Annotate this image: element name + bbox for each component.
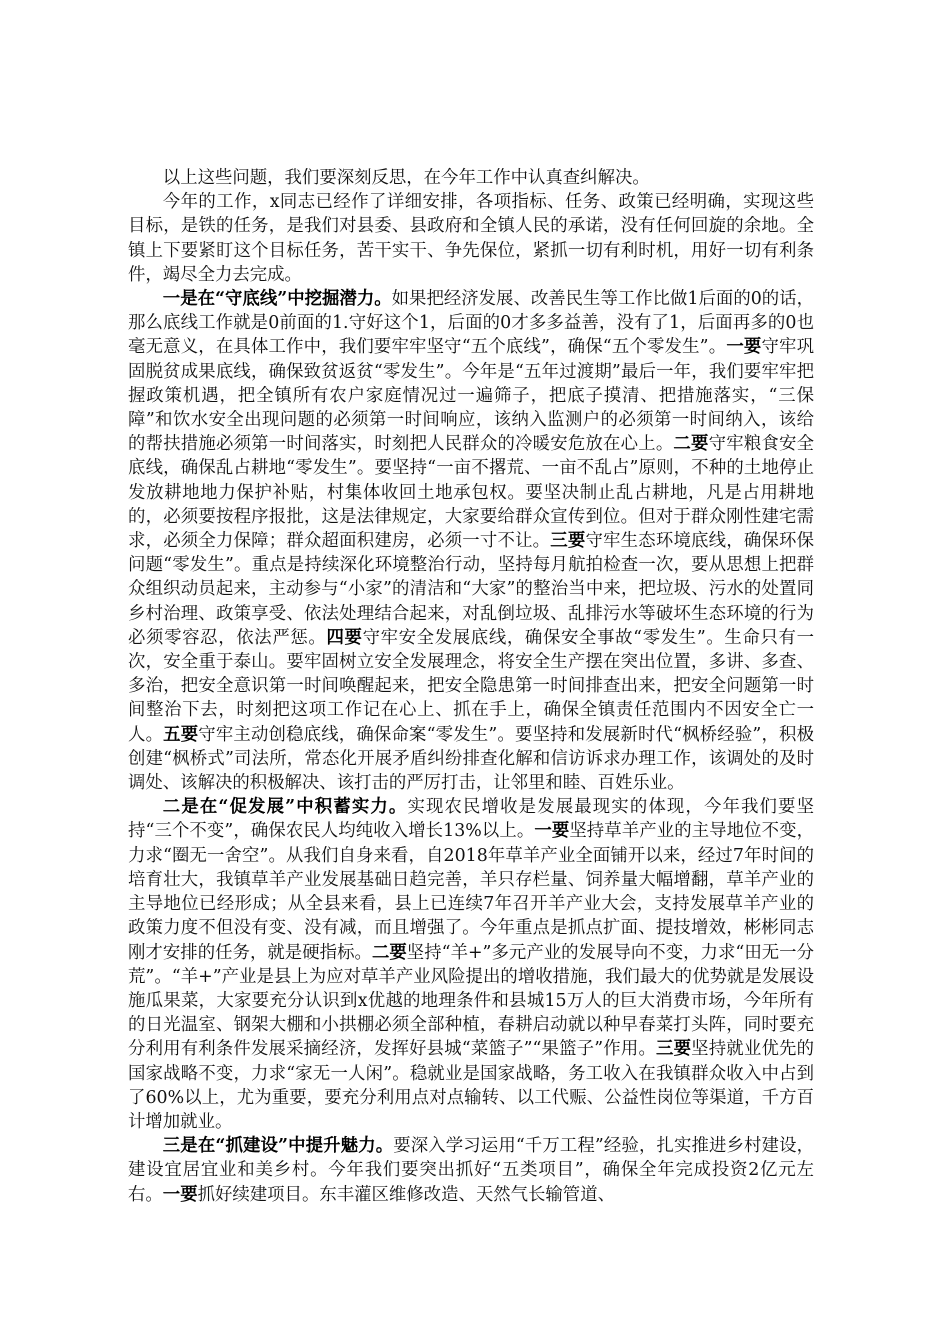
bold-heading-text: 五要: [163, 724, 199, 745]
bold-heading-text: 一是在“守底线”中挖掘潜力。: [162, 289, 392, 310]
bold-heading-text: 二是在“促发展”中积蓄实力。: [162, 797, 408, 818]
body-text: 守牢生态环境底线，确保环保问题“零发生”。重点是持续深化环境整治行动，坚持每月航拍检查一次，要从思想上把群众组织动员起来，主动参与“小家”的清洁和“大家”的整治当中来，把垃圾、污水的处置同乡村治理、政策享受、依法处理结合起来，对乱倒垃圾、乱排污水等破坏生态环境的行为必须零容忍，依法严惩。: [128, 531, 814, 648]
paragraph: [128, 1134, 814, 1207]
bold-heading-text: 一要: [534, 821, 570, 842]
body-text: 守牢主动创稳底线，确保命案“零发生”。要坚持和发展新时代“枫桥经验”，积极创建“枫桥式”司法所，常态化开展矛盾纠纷排查化解和信访诉求办理工作，该调处的及时调处、该解决的积极解决、该打击的严厉打击，让邻里和睦、百姓乐业。: [128, 724, 814, 794]
document-body: [128, 166, 814, 1207]
bold-heading-text: 二要: [371, 942, 407, 963]
body-text: 坚持“羊+”多元产业的发展导向不变，力求“田无一分荒”。“羊+”产业是县上为应对草羊产业风险提出的增收措施，我们最大的优势就是发展设施瓜果菜，大家要充分认识到x优越的地理条件和县城15万人的巨大消费市场，今年所有的日光温室、钢架大棚和小拱棚必须全部种植，春耕启动就以种早春菜打头阵，同时要充分利用有利条件发展采摘经济，发挥好县城“菜篮子”“果篮子”作用。: [128, 942, 814, 1060]
body-text: 今年的工作，x同志已经作了详细安排，各项指标、任务、政策已经明确，实现这些目标，是铁的任务，是我们对县委、县政府和全镇人民的承诺，没有任何回旋的余地。全镇上下要紧盯这个目标任务，苦干实干、争先保位，紧抓一切有利时机，用好一切有利条件，竭尽全力去完成。: [128, 192, 814, 285]
body-text: 坚持就业优先的国家战略不变，力求“家无一人闲”。稳就业是国家战略，务工收入在我镇群众收入中占到了60%以上，尤为重要，要充分利用点对点输转、以工代赈、公益性岗位等渠道，千方百计增加就业。: [128, 1039, 814, 1132]
paragraph: [128, 166, 814, 190]
body-text: 守牢安全发展底线，确保安全事故“零发生”。生命只有一次，安全重于泰山。要牢固树立安全发展理念，将安全生产摆在突出位置，多讲、多查、多治，把安全意识第一时间唤醒起来，把安全隐患第一时间排查出来，把安全问题第一时间整治下去，时刻把这项工作记在心上、抓在手上，确保全镇责任范围内不因安全亡一人。: [128, 627, 814, 745]
bold-heading-text: 一要: [162, 1184, 198, 1205]
paragraph: [128, 795, 814, 1134]
bold-heading-text: 三要: [550, 531, 586, 552]
body-text: 守牢粮食安全底线，确保乱占耕地“零发生”。要坚持“一亩不撂荒、一亩不乱占”原则，不种的土地停止发放耕地地力保护补贴，村集体收回土地承包权。要坚决制止乱占耕地，凡是占用耕地的，必须要按程序报批，这是法律规定，大家要给群众宣传到位。但对于群众刚性建宅需求，必须全力保障；群众超面积建房，必须一寸不让。: [128, 434, 814, 552]
body-text: 如果把经济发展、改善民生等工作比做1后面的0的话，那么底线工作就是0前面的1.守好这个1，后面的0才多多益善，没有了1，后面再多的0也毫无意义，在具体工作中，我们要牢牢坚守“五个底线”，确保“五个零发生”。: [128, 289, 814, 358]
body-text: 抓好续建项目。东丰灌区维修改造、天然气长输管道、: [197, 1184, 615, 1205]
paragraph: [128, 287, 814, 795]
body-text: 以上这些问题，我们要深刻反思，在今年工作中认真查纠解决。: [162, 168, 650, 188]
paragraph: [128, 190, 814, 287]
body-text: 要深入学习运用“千万工程”经验，扎实推进乡村建设，建设宜居宜业和美乡村。今年我们要突出抓好“五类项目”，确保全年完成投资2亿元左右。: [128, 1136, 814, 1205]
bold-heading-text: 四要: [326, 627, 363, 648]
body-text: 坚持草羊产业的主导地位不变，力求“圈无一舍空”。从我们自身来看，自2018年草羊产业全面铺开以来，经过7年时间的培育壮大，我镇草羊产业发展基础日趋完善，羊只存栏量、饲养量大幅增翻，草羊产业的主导地位已经形成；从全县来看，县上已连续7年召开羊产业大会，支持发展草羊产业的政策力度不但没有变、没有减，而且增强了。今年重点是抓点扩面、提技增效，彬彬同志刚才安排的任务，就是硬指标。: [128, 821, 814, 963]
body-text: 实现农民增收是发展最现实的体现，今年我们要坚持“三个不变”，确保农民人均纯收入增长13%以上。: [128, 797, 814, 842]
body-text: 守牢巩固脱贫成果底线，确保致贫返贫“零发生”。今年是“五年过渡期”最后一年，我们要牢牢把握政策机遇，把全镇所有农户家庭情况过一遍筛子，把底子摸清、把措施落实，“三保障”和饮水安全出现问题的必须第一时间响应，该纳入监测户的必须第一时间纳入，该给的帮扶措施必须第一时间落实，时刻把人民群众的冷暖安危放在心上。: [128, 337, 814, 455]
bold-heading-text: 三要: [656, 1039, 692, 1060]
bold-heading-text: 一要: [726, 337, 762, 358]
bold-heading-text: 二要: [673, 434, 709, 455]
bold-heading-text: 三是在“抓建设”中提升魅力。: [162, 1136, 394, 1157]
